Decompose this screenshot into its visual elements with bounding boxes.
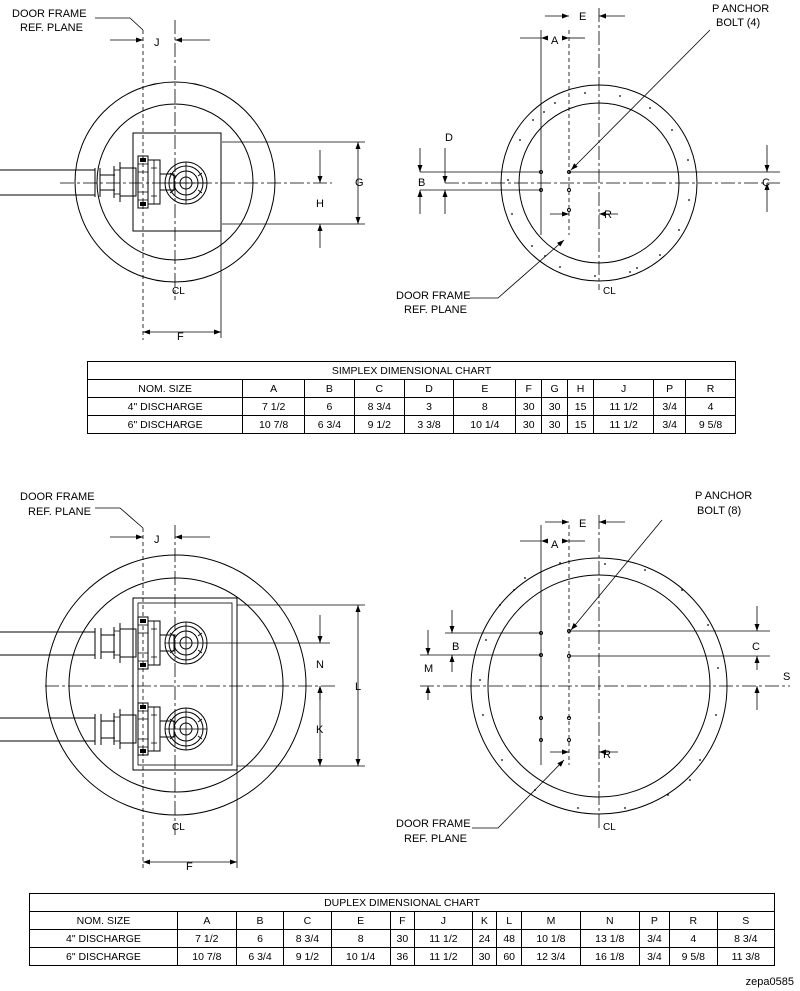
door-frame-label: REF. PLANE (28, 506, 91, 518)
anchor-bolt-label: BOLT (4) (716, 17, 761, 29)
chart-row (30, 948, 775, 966)
centerline-mark: CL (172, 822, 185, 833)
chart-header-cell: B (305, 380, 355, 398)
chart-header-row (88, 380, 736, 398)
chart-cell: 30 (390, 930, 415, 948)
chart-header-cell: A (177, 912, 236, 930)
chart-header-cell: N (580, 912, 639, 930)
chart-cell: 3 3/8 (404, 416, 454, 434)
anchor-bolt-label: BOLT (8) (697, 505, 742, 517)
chart-cell: 10 7/8 (177, 948, 236, 966)
chart-cell: 30 (542, 398, 568, 416)
chart-cell: 3/4 (639, 930, 669, 948)
chart-cell: 4 (686, 398, 736, 416)
door-frame-label: DOOR FRAME (396, 290, 471, 302)
chart-cell: 11 1/2 (415, 930, 472, 948)
chart-row (30, 930, 775, 948)
dim-label-j: J (154, 534, 160, 546)
anchor-bolt-label: P ANCHOR (695, 490, 753, 502)
chart-cell: 4 (670, 930, 717, 948)
chart-cell: 36 (390, 948, 415, 966)
chart-header-cell: L (497, 912, 522, 930)
figure-id: zepa0585 (745, 976, 794, 988)
chart-cell: 8 3/4 (284, 930, 331, 948)
dim-label-f: F (186, 861, 193, 873)
chart-header-cell: A (243, 380, 305, 398)
dim-label-m: M (424, 663, 434, 675)
duplex-plan-view (0, 508, 365, 870)
simplex-dimensional-chart (87, 361, 736, 434)
chart-cell: 11 1/2 (594, 398, 654, 416)
chart-header-cell: F (516, 380, 542, 398)
chart-header-cell: C (354, 380, 404, 398)
dim-label-c: C (762, 177, 770, 189)
chart-title: SIMPLEX DIMENSIONAL CHART (88, 362, 736, 380)
chart-cell: 16 1/8 (580, 948, 639, 966)
duplex-section-view (420, 515, 790, 830)
chart-cell: 10 1/8 (522, 930, 581, 948)
chart-header-cell: S (717, 912, 774, 930)
chart-title: DUPLEX DIMENSIONAL CHART (30, 894, 775, 912)
chart-header-cell: P (654, 380, 686, 398)
chart-header-cell: B (236, 912, 283, 930)
chart-header-cell: J (594, 380, 654, 398)
door-frame-label: DOOR FRAME (20, 491, 95, 503)
chart-header-cell: P (639, 912, 669, 930)
dim-label-e: E (579, 11, 587, 23)
centerline-mark: CL (172, 286, 185, 297)
dim-label-a: A (551, 35, 559, 47)
dim-label-j: J (154, 37, 160, 49)
chart-cell: 6" DISCHARGE (88, 416, 243, 434)
door-frame-label: DOOR FRAME (12, 8, 87, 20)
anchor-bolt-label: P ANCHOR (712, 3, 770, 15)
chart-body (88, 398, 736, 434)
door-frame-label: DOOR FRAME (396, 818, 471, 830)
dim-label-h: H (316, 198, 324, 210)
chart-cell: 6 (305, 398, 355, 416)
chart-cell: 8 3/4 (354, 398, 404, 416)
chart-cell: 10 1/4 (331, 948, 390, 966)
duplex-dimensional-chart (29, 893, 775, 966)
chart-cell: 6 3/4 (236, 948, 283, 966)
dim-label-l: L (355, 681, 362, 693)
chart-header-cell: E (454, 380, 516, 398)
dim-label-r: R (603, 749, 611, 761)
chart-cell: 30 (516, 416, 542, 434)
chart-body (30, 930, 775, 966)
chart-cell: 30 (542, 416, 568, 434)
centerline-mark: CL (603, 286, 616, 297)
chart-header-row (30, 912, 775, 930)
dim-label-b: B (452, 641, 460, 653)
chart-cell: 24 (472, 930, 497, 948)
chart-cell: 3/4 (654, 416, 686, 434)
dim-label-r: R (604, 209, 612, 221)
chart-cell: 8 3/4 (717, 930, 774, 948)
chart-header-cell: G (542, 380, 568, 398)
chart-cell: 3/4 (654, 398, 686, 416)
dim-label-n: N (316, 659, 324, 671)
chart-cell: 9 1/2 (354, 416, 404, 434)
door-frame-label: REF. PLANE (20, 22, 83, 34)
door-frame-label: REF. PLANE (404, 833, 467, 845)
chart-cell: 8 (331, 930, 390, 948)
chart-cell: 3 (404, 398, 454, 416)
chart-cell: 8 (454, 398, 516, 416)
chart-header-cell: M (522, 912, 581, 930)
chart-cell: 12 3/4 (522, 948, 581, 966)
chart-cell: 48 (497, 930, 522, 948)
chart-header-cell: H (568, 380, 594, 398)
dim-label-s: S (783, 671, 791, 683)
chart-cell: 9 5/8 (670, 948, 717, 966)
dim-label-k: K (316, 724, 324, 736)
chart-header-cell: C (284, 912, 331, 930)
chart-cell: 15 (568, 398, 594, 416)
chart-row (88, 398, 736, 416)
chart-header-cell: E (331, 912, 390, 930)
door-frame-label: REF. PLANE (404, 304, 467, 316)
chart-cell: 30 (516, 398, 542, 416)
chart-header-cell: F (390, 912, 415, 930)
chart-cell: 4" DISCHARGE (30, 930, 178, 948)
chart-header-cell: D (404, 380, 454, 398)
chart-cell: 7 1/2 (243, 398, 305, 416)
chart-cell: 7 1/2 (177, 930, 236, 948)
chart-header-cell: R (686, 380, 736, 398)
chart-cell: 30 (472, 948, 497, 966)
chart-cell: 4" DISCHARGE (88, 398, 243, 416)
dim-label-d: D (445, 132, 453, 144)
chart-header-cell: K (472, 912, 497, 930)
chart-header-cell: NOM. SIZE (88, 380, 243, 398)
chart-cell: 6" DISCHARGE (30, 948, 178, 966)
simplex-section-view (418, 8, 781, 298)
chart-cell: 60 (497, 948, 522, 966)
chart-cell: 11 3/8 (717, 948, 774, 966)
chart-header-cell: J (415, 912, 472, 930)
chart-cell: 3/4 (639, 948, 669, 966)
dim-label-b: B (418, 177, 426, 189)
chart-cell: 10 7/8 (243, 416, 305, 434)
chart-row (88, 416, 736, 434)
dim-label-f: F (177, 331, 184, 343)
chart-cell: 13 1/8 (580, 930, 639, 948)
chart-header-cell: R (670, 912, 717, 930)
chart-cell: 6 (236, 930, 283, 948)
chart-cell: 15 (568, 416, 594, 434)
centerline-mark: CL (603, 822, 616, 833)
dim-label-e: E (579, 518, 587, 530)
chart-cell: 11 1/2 (594, 416, 654, 434)
concrete-speckle (507, 92, 690, 277)
chart-header-cell: NOM. SIZE (30, 912, 178, 930)
chart-cell: 10 1/4 (454, 416, 516, 434)
dim-label-c: C (752, 641, 760, 653)
chart-cell: 6 3/4 (305, 416, 355, 434)
chart-cell: 9 5/8 (686, 416, 736, 434)
chart-cell: 9 1/2 (284, 948, 331, 966)
chart-cell: 11 1/2 (415, 948, 472, 966)
dim-label-g: G (355, 177, 364, 189)
dim-label-a: A (551, 539, 559, 551)
